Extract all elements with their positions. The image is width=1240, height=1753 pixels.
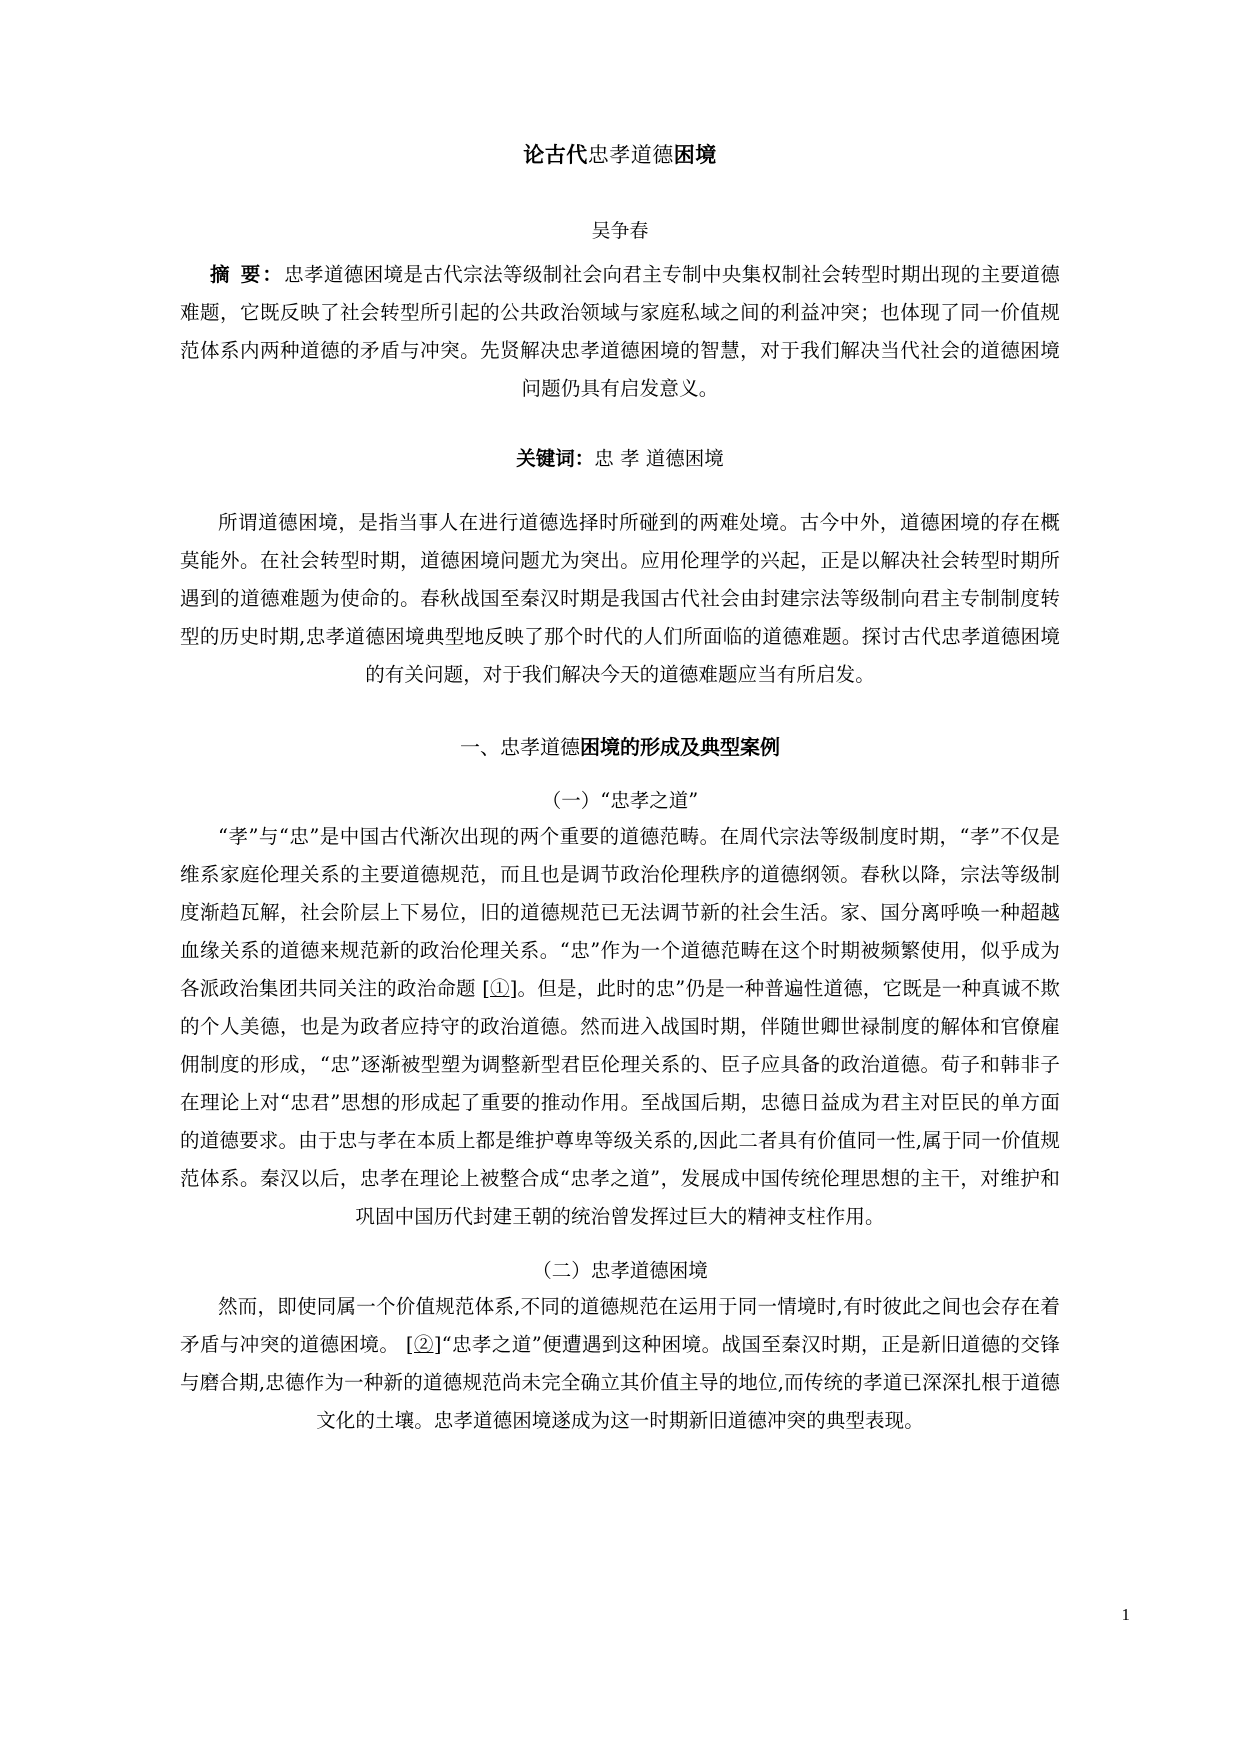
page-content bbox=[180, 128, 1060, 1459]
title-part-1: 论古代 bbox=[523, 142, 588, 167]
paragraph-section-1-1 bbox=[180, 818, 1060, 1236]
paragraph-1-1-text-a: “孝”与“忠”是中国古代渐次出现的两个重要的道德范畴。在周代宗法等级制度时期，“孝”不仅是维系家庭伦理关系的主要道德规范，而且也是调节政治伦理秩序的道德纲领。春秋以降，宗法等级制度渐趋瓦解，社会阶层上下易位，旧的道德规范已无法调节新的社会生活。家、国分离呼唤一种超越血缘关系的道德来规范新的政治伦理关系。“忠”作为一个道德范畴在这个时期被频繁使用，似乎成为各派政治集团共同关注的政治命题 bbox=[180, 825, 1060, 1000]
citation-marker-2[interactable]: [②] bbox=[405, 1332, 442, 1356]
subsection-heading-1-1: （一）“忠孝之道” bbox=[541, 789, 699, 812]
keywords-label: 关键词： bbox=[516, 447, 595, 470]
page-title bbox=[180, 128, 1060, 170]
title-part-2: 忠孝道德 bbox=[587, 143, 674, 167]
page-number: 1 bbox=[1121, 1605, 1130, 1624]
title-part-3: 困境 bbox=[673, 142, 717, 167]
paragraph-1-1-text-b: 。但是，此时的忠”仍是一种普遍性道德，它既是一种真诚不欺的个人美德，也是为政者应持守的政治道德。然而进入战国时期，伴随世卿世禄制度的解体和官僚雇佣制度的形成，“忠”逐渐被型塑为调整新型君臣伦理关系的、臣子应具备的政治道德。荀子和韩非子在理论上对“忠君”思想的形成起了重要的推动作用。至战国后期，忠德日益成为君主对臣民的单方面的道德要求。由于忠与孝在本质上都是维护尊卑等级关系的,因此二者具有价值同一性,属于同一价值规范体系。秦汉以后，忠孝在理论上被整合成“忠孝之道”，发展成中国传统伦理思想的主干，对维护和巩固中国历代封建王朝的统治曾发挥过巨大的精神支柱作用。 bbox=[180, 977, 1060, 1228]
abstract-text: 忠孝道德困境是古代宗法等级制社会向君主专制中央集权制社会转型时期出现的主要道德难题，它既反映了社会转型所引起的公共政治领域与家庭私域之间的利益冲突；也体现了同一价值规范体系内两种道德的矛盾与冲突。先贤解决忠孝道德困境的智慧，对于我们解决当代社会的道德困境问题仍具有启发意义。 bbox=[180, 263, 1060, 400]
paragraph-intro: 所谓道德困境，是指当事人在进行道德选择时所碰到的两难处境。古今中外，道德困境的存在概莫能外。在社会转型时期，道德困境问题尤为突出。应用伦理学的兴起，正是以解决社会转型时期所遇到的道德难题为使命的。春秋战国至秦汉时期是我国古代社会由封建宗法等级制向君主专制制度转型的历史时期,忠孝道德困境典型地反映了那个时代的人们所面临的道德难题。探讨古代忠孝道德困境的有关问题，对于我们解决今天的道德难题应当有所启发。 bbox=[180, 511, 1060, 686]
citation-marker-1[interactable]: [①] bbox=[482, 977, 518, 1000]
keywords-text: 忠 孝 道德困境 bbox=[594, 447, 724, 470]
paragraph-1-2-text-b: “忠孝之道”便遭遇到这种困境。战国至秦汉时期，正是新旧道德的交锋与磨合期,忠德作为一种新的道德规范尚未完全确立其价值主导的地位,而传统的孝道已深深扎根于道德文化的土壤。忠孝道德困境遂成为这一时期新旧道德冲突的典型表现。 bbox=[180, 1332, 1061, 1432]
abstract-block bbox=[180, 256, 1060, 408]
subsection-heading-1-2: （二）忠孝道德困境 bbox=[532, 1258, 708, 1282]
paragraph-1-2-text-a: 然而，即使同属一个价值规范体系,不同的道德规范在运用于同一情境时,有时彼此之间也会存在着矛盾与冲突的道德困境。 bbox=[180, 1294, 1060, 1356]
paragraph-section-1-2 bbox=[180, 1288, 1060, 1440]
abstract-label: 摘 要： bbox=[210, 263, 285, 286]
keywords-block bbox=[180, 444, 1060, 474]
section-heading-1 bbox=[180, 732, 1060, 762]
section-heading-1-part-2: 困境的形成及典型案例 bbox=[580, 735, 780, 759]
author-name: 吴争春 bbox=[591, 220, 649, 242]
section-heading-1-part-1: 一、忠孝道德 bbox=[460, 735, 580, 759]
